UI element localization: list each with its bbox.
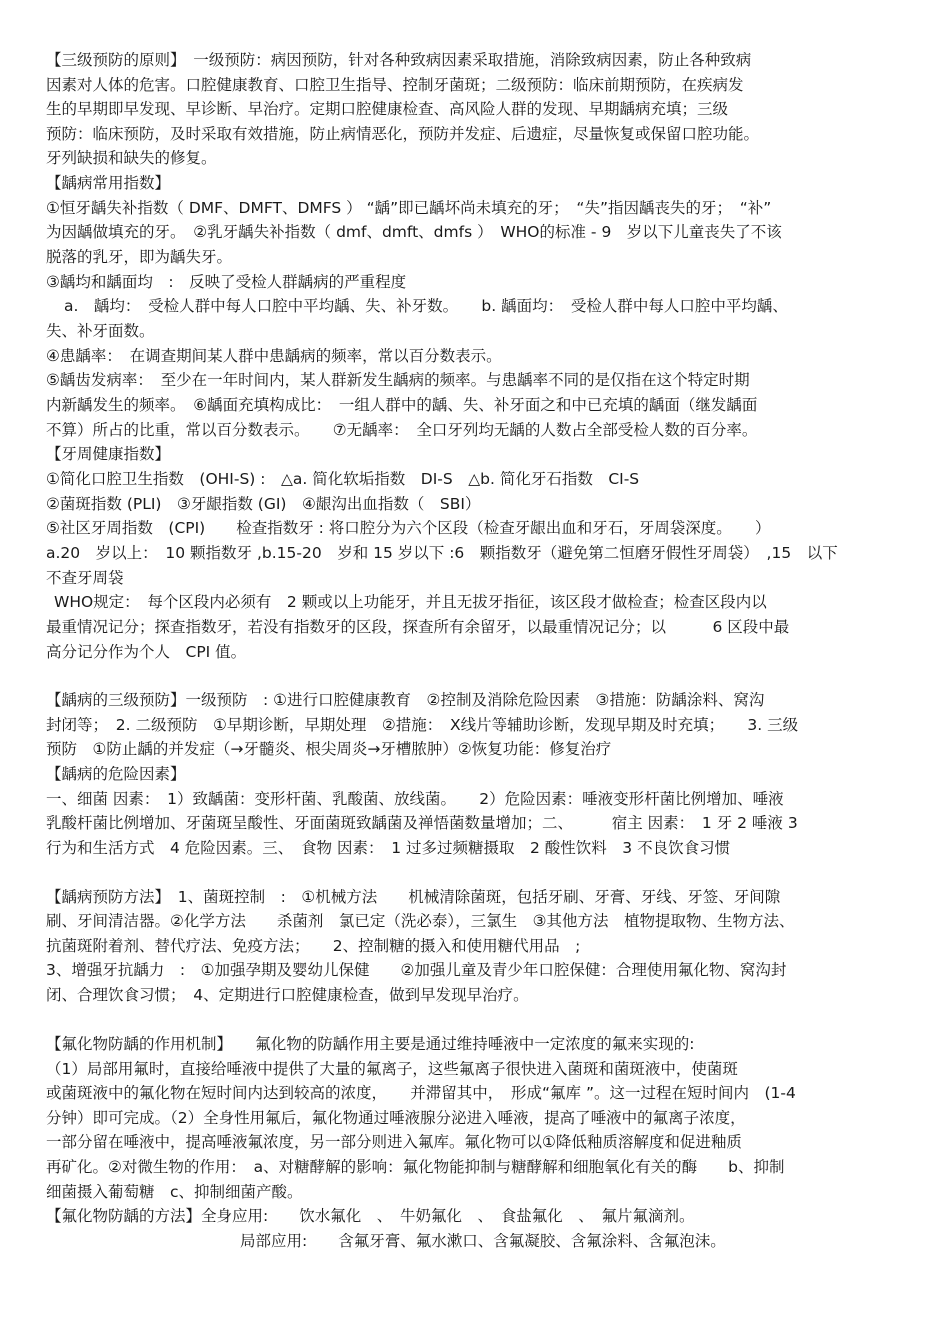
- text-line: ⑤社区牙周指数 (CPI) 检查指数牙 : 将口腔分为六个区段（检查牙龈出血和牙石，牙周袋深度。 ）: [46, 519, 771, 537]
- text-line: 闭、合理饮食习惯； 4、定期进行口腔健康检查，做到早发现早治疗。: [46, 986, 529, 1004]
- text-line: 内新龋发生的频率。 ⑥龋面充填构成比： 一组人群中的龋、失、补牙面之和中已充填的龋面（继发龋面: [46, 396, 758, 414]
- text-line: 脱落的乳牙，即为龋失牙。: [46, 248, 233, 266]
- section-heading: 【龋病常用指数】: [46, 174, 171, 192]
- text-line: 细菌摄入葡萄糖 c、抑制细菌产酸。: [46, 1183, 303, 1201]
- text-line: 乳酸杆菌比例增加、牙菌斑呈酸性、牙面菌斑致龋菌及禅悟菌数量增加；二、 宿主 因素： 1 牙 2 唾液 3: [46, 814, 798, 832]
- text-line: 生的早期即早发现、早诊断、早治疗。定期口腔健康检查、高风险人群的发现、早期龋病充填；三级: [46, 100, 729, 118]
- text-line: 抗菌斑附着剂、替代疗法、免疫方法； 2、控制糖的摄入和使用糖代用品 ;: [46, 937, 581, 955]
- text-line: 刷、牙间清洁器。②化学方法 杀菌剂 氯已定（洗必泰），三氯生 ③其他方法 植物提取物、生物方法、: [46, 912, 795, 930]
- text-line: 最重情况记分；探查指数牙，若没有指数牙的区段，探查所有余留牙，以最重情况记分；以 6 区段中最: [46, 618, 790, 636]
- text-line: 3、增强牙抗龋力 : ①加强孕期及婴幼儿保健 ②加强儿童及青少年口腔保健：合理使用氟化物、窝沟封: [46, 961, 787, 979]
- text-line: 因素对人体的危害。口腔健康教育、口腔卫生指导、控制牙菌斑；二级预防：临床前期预防，在疾病发: [46, 76, 744, 94]
- text-line: 预防：临床预防，及时采取有效措施，防止病情恶化，预防并发症、后遗症，尽量恢复或保留口腔功能。: [46, 125, 760, 143]
- section-heading: 【氟化物防龋的方法】全身应用: 饮水氟化 、 牛奶氟化 、 食盐氟化 、 氟片氟滴剂。: [46, 1207, 695, 1225]
- text-line: 高分记分作为个人 CPI 值。: [46, 643, 247, 661]
- text-line: ⑤龋齿发病率： 至少在一年时间内，某人群新发生龋病的频率。与患龋率不同的是仅指在这个特定时期: [46, 371, 750, 389]
- text-line: （1）局部用氟时，直接给唾液中提供了大量的氟离子，这些氟离子很快进入菌斑和菌斑液中，使菌斑: [46, 1060, 738, 1078]
- text-line: 预防 ①防止龋的并发症（→牙髓炎、根尖周炎→牙槽脓肿）②恢复功能：修复治疗: [46, 740, 612, 758]
- text-line: 为因龋做填充的牙。 ②乳牙龋失补指数（ dmf、dmft、dmfs ） WHO的标准 - 9 岁以下儿童丧失了不该: [46, 223, 782, 241]
- text-line: 行为和生活方式 4 危险因素。三、 食物 因素： 1 过多过频糖摄取 2 酸性饮料 3 不良饮食习惯: [46, 839, 731, 857]
- text-line: WHO规定： 每个区段内必须有 2 颗或以上功能牙，并且无拔牙指征，该区段才做检查；检查区段内以: [54, 593, 767, 611]
- text-line: 再矿化。②对微生物的作用： a、对糖酵解的影响：氟化物能抑制与糖酵解和细胞氧化有关的酶 b、抑制: [46, 1158, 785, 1176]
- text-line: 不查牙周袋: [46, 569, 124, 587]
- text-line: 或菌斑液中的氟化物在短时间内达到较高的浓度， 并滞留其中， 形成“氟库 ”。这一过程在短时间内 (1-4: [46, 1084, 796, 1102]
- text-line: 失、补牙面数。: [46, 322, 155, 340]
- text-line: ①简化口腔卫生指数 (OHI-S) : △a. 简化软垢指数 DI-S △b. 简化牙石指数 CI-S: [46, 470, 640, 488]
- section-heading: 【龋病预防方法】 1、菌斑控制 : ①机械方法 机械清除菌斑，包括牙刷、牙膏、牙线、牙签、牙间隙: [46, 888, 781, 906]
- text-line: a.20 岁以上： 10 颗指数牙 ,b.15-20 岁和 15 岁以下 :6 颗指数牙（避免第二恒磨牙假性牙周袋） ,15 以下: [46, 544, 838, 562]
- text-line: a. 龋均： 受检人群中每人口腔中平均龋、失、补牙数。 b. 龋面均： 受检人群中每人口腔中平均龋、: [64, 297, 788, 315]
- section-heading: 【龋病的危险因素】: [46, 765, 186, 783]
- section-heading: 【龋病的三级预防】一级预防 : ①进行口腔健康教育 ②控制及消除危险因素 ③措施：防龋涂料、窝沟: [46, 691, 765, 709]
- text-line: 不算）所占的比重，常以百分数表示。 ⑦无龋率： 全口牙列均无龋的人数占全部受检人数的百分率。: [46, 421, 758, 439]
- text-line: 局部应用: 含氟牙膏、氟水漱口、含氟凝胶、含氟涂料、含氟泡沫。: [240, 1232, 726, 1250]
- text-line: 分钟）即可完成。（2）全身性用氟后，氟化物通过唾液腺分泌进入唾液，提高了唾液中的氟离子浓度，: [46, 1109, 746, 1127]
- section-heading: 【牙周健康指数】: [46, 445, 171, 463]
- text-line: ②菌斑指数 (PLI) ③牙龈指数 (GI) ④龈沟出血指数（ SBI）: [46, 495, 481, 513]
- section-heading: 【氟化物防龋的作用机制】 氟化物的防龋作用主要是通过维持唾液中一定浓度的氟来实现的:: [46, 1035, 695, 1053]
- text-line: ③龋均和龋面均 : 反映了受检人群龋病的严重程度: [46, 273, 407, 291]
- text-line: 封闭等； 2. 二级预防 ①早期诊断，早期处理 ②措施： X线片等辅助诊断，发现早期及时充填； 3. 三级: [46, 716, 799, 734]
- text-line: 牙列缺损和缺失的修复。: [46, 149, 217, 167]
- text-line: 一部分留在唾液中，提高唾液氟浓度，另一部分则进入氟库。氟化物可以①降低釉质溶解度和促进釉质: [46, 1133, 742, 1151]
- text-line: ①恒牙龋失补指数（ DMF、DMFT、DMFS ） “龋”即已龋坏尚未填充的牙； “失”指因龋丧失的牙； “补”: [46, 199, 772, 217]
- text-line: 一、细菌 因素： 1）致龋菌：变形杆菌、乳酸菌、放线菌。 2）危险因素：唾液变形杆菌比例增加、唾液: [46, 790, 784, 808]
- text-line: 【三级预防的原则】 一级预防：病因预防，针对各种致病因素采取措施，消除致病因素，防止各种致病: [46, 51, 752, 69]
- text-line: ④患龋率： 在调查期间某人群中患龋病的频率，常以百分数表示。: [46, 347, 502, 365]
